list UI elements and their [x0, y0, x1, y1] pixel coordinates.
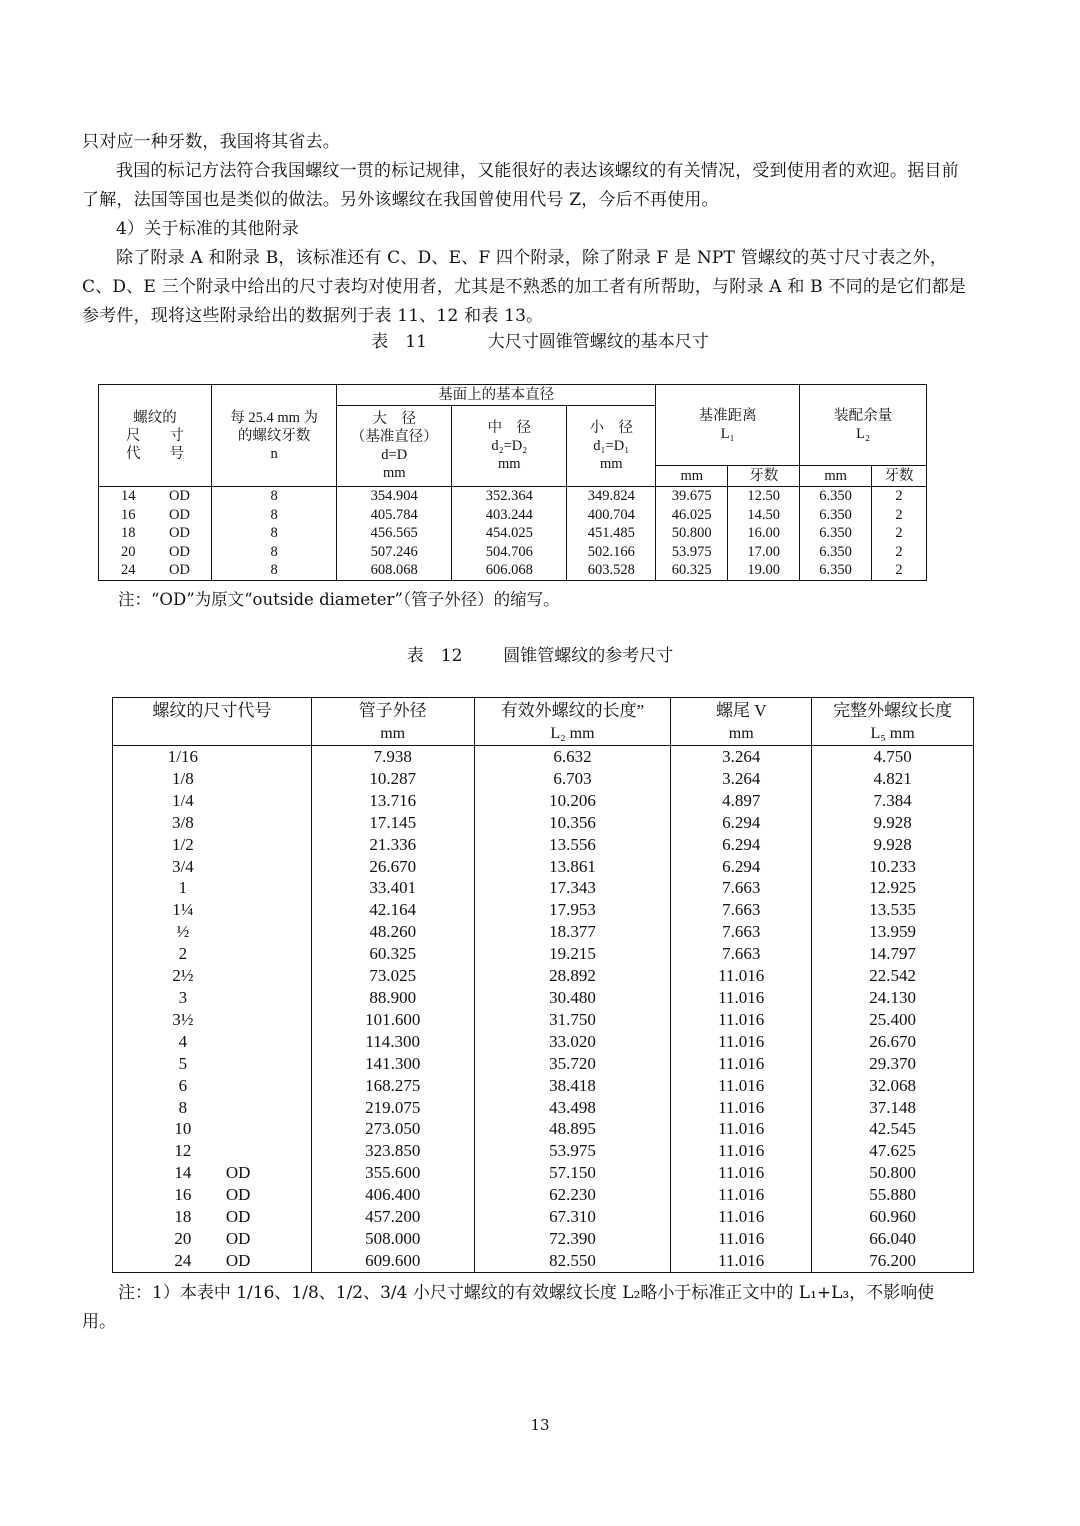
t12-code-number: 1/8 [172, 768, 194, 788]
t12-code-number: 3/4 [172, 856, 194, 876]
t12-code-number: 3½ [172, 1009, 194, 1029]
t11-cell-l2mm: 6.350 [800, 561, 872, 580]
t11-header-code: 螺纹的 尺 寸 代 号 [99, 385, 212, 487]
t12-cell-v: 11.016 [671, 1031, 812, 1053]
t12-row [113, 1228, 974, 1250]
t12-cell-code [113, 1009, 312, 1031]
t11-cell-l2t: 2 [872, 524, 927, 543]
t12-cell-v: 11.016 [671, 987, 812, 1009]
t12-cell-l2: 6.703 [474, 768, 671, 790]
t12-cell-code [113, 987, 312, 1009]
t11-code-number: 14 [121, 488, 136, 504]
t12-cell-d: 406.400 [311, 1184, 474, 1206]
t12-cell-d: 141.300 [311, 1053, 474, 1075]
t12-cell-d: 26.670 [311, 856, 474, 878]
t12-header-tail-unit: mm [671, 723, 812, 746]
t11-row [99, 524, 927, 543]
t12-row [113, 834, 974, 856]
t12-row [113, 1140, 974, 1162]
t12-cell-l5: 22.542 [812, 965, 974, 987]
paragraph-2: 我国的标记方法符合我国螺纹一贯的标记规律，又能很好的表达该螺纹的有关情况，受到使用者的欢迎。据目前了解，法国等国也是类似的做法。另外该螺纹在我国曾使用代号 Z，今后不再使用。 [82, 161, 959, 210]
t12-row [113, 1118, 974, 1140]
t12-row [113, 1206, 974, 1228]
t12-header-code: 螺纹的尺寸代号 [113, 698, 312, 746]
t12-cell-d: 114.300 [311, 1031, 474, 1053]
t12-cell-l5: 42.545 [812, 1118, 974, 1140]
t12-cell-code [113, 1140, 312, 1162]
t12-cell-code [113, 1053, 312, 1075]
t12-cell-l5: 4.750 [812, 746, 974, 768]
t11-row [99, 543, 927, 562]
t12-cell-v: 11.016 [671, 1250, 812, 1272]
t12-cell-l2: 6.632 [474, 746, 671, 768]
t12-cell-l5: 12.925 [812, 877, 974, 899]
t11-cell-d1: 603.528 [567, 561, 656, 580]
t12-cell-code [113, 1031, 312, 1053]
t12-cell-l2: 57.150 [474, 1162, 671, 1184]
t12-code-number: 3/8 [172, 812, 194, 832]
t12-row [113, 1184, 974, 1206]
t12-cell-code [113, 856, 312, 878]
t12-code-number: 1 [178, 878, 188, 898]
t12-cell-l5: 9.928 [812, 812, 974, 834]
t11-row [99, 561, 927, 580]
t12-cell-l2: 28.892 [474, 965, 671, 987]
t11-cell-l2t: 2 [872, 487, 927, 506]
t11-cell-l1t: 19.00 [728, 561, 800, 580]
t12-header-od-unit: mm [311, 723, 474, 746]
t12-cell-l5: 26.670 [812, 1031, 974, 1053]
t12-cell-l5: 60.960 [812, 1206, 974, 1228]
t11-row [99, 487, 927, 506]
t12-cell-l5: 9.928 [812, 834, 974, 856]
t12-cell-v: 11.016 [671, 1075, 812, 1097]
t12-code-number: 3 [178, 987, 188, 1007]
t12-header-eff: 有效外螺纹的长度” [474, 698, 671, 724]
t12-cell-code [113, 1118, 312, 1140]
t12-cell-d: 73.025 [311, 965, 474, 987]
t12-cell-d: 48.260 [311, 921, 474, 943]
t12-code-number: 2 [178, 944, 188, 964]
t12-cell-l5: 37.148 [812, 1097, 974, 1119]
t12-row [113, 1053, 974, 1075]
t12-cell-l2: 82.550 [474, 1250, 671, 1272]
t12-code-number: 18 [174, 1207, 192, 1227]
t11-cell-l2mm: 6.350 [800, 524, 872, 543]
t12-cell-v: 7.663 [671, 921, 812, 943]
t11-cell-d: 456.565 [337, 524, 452, 543]
t12-code-od: OD [225, 1228, 251, 1248]
t11-cell-l2t: 2 [872, 543, 927, 562]
t12-cell-code [113, 1206, 312, 1228]
t12-cell-l2: 17.343 [474, 877, 671, 899]
t12-cell-v: 7.663 [671, 943, 812, 965]
table12-caption [0, 644, 1080, 668]
t11-header-major: 大 径 （基准直径） d=D mm [337, 406, 452, 487]
t12-header-eff-unit: L₂ mm [474, 723, 671, 746]
t12-cell-l5: 47.625 [812, 1140, 974, 1162]
t12-cell-v: 6.294 [671, 856, 812, 878]
t12-cell-d: 17.145 [311, 812, 474, 834]
t12-cell-d: 21.336 [311, 834, 474, 856]
t12-cell-l2: 18.377 [474, 921, 671, 943]
t12-cell-code [113, 943, 312, 965]
t11-cell-code [99, 561, 212, 580]
t12-cell-l2: 53.975 [474, 1140, 671, 1162]
t12-cell-v: 7.663 [671, 877, 812, 899]
t11-header-allow: 装配余量 L₂ [800, 385, 927, 466]
t12-cell-v: 11.016 [671, 1053, 812, 1075]
t12-row [113, 965, 974, 987]
t12-cell-l5: 66.040 [812, 1228, 974, 1250]
t11-cell-d1: 502.166 [567, 543, 656, 562]
t12-cell-l2: 19.215 [474, 943, 671, 965]
t12-cell-d: 88.900 [311, 987, 474, 1009]
t11-cell-l1mm: 53.975 [656, 543, 728, 562]
t12-cell-d: 219.075 [311, 1097, 474, 1119]
t11-header-l2-teeth: 牙数 [872, 466, 927, 487]
t12-cell-code [113, 1250, 312, 1272]
t12-cell-code [113, 1075, 312, 1097]
table11-caption-number: 表 11 [371, 332, 427, 352]
t11-cell-code [99, 506, 212, 525]
t12-row [113, 790, 974, 812]
t12-code-number: 1¼ [172, 900, 194, 920]
t12-cell-l2: 30.480 [474, 987, 671, 1009]
t12-header-od: 管子外径 [311, 698, 474, 724]
t12-code-number: 24 [174, 1250, 192, 1270]
t11-cell-l1mm: 50.800 [656, 524, 728, 543]
t12-cell-code [113, 790, 312, 812]
t12-cell-v: 11.016 [671, 1097, 812, 1119]
t11-code-od: OD [169, 562, 190, 579]
t11-header-l1-mm: mm [656, 466, 728, 487]
t12-cell-code [113, 899, 312, 921]
t12-cell-d: 457.200 [311, 1206, 474, 1228]
t11-cell-d1: 451.485 [567, 524, 656, 543]
table11-caption-title: 大尺寸圆锥管螺纹的基本尺寸 [487, 332, 709, 352]
t12-cell-l2: 43.498 [474, 1097, 671, 1119]
t12-cell-l5: 50.800 [812, 1162, 974, 1184]
t12-code-number: 14 [174, 1163, 192, 1183]
t11-cell-d1: 400.704 [567, 506, 656, 525]
t11-header-l2-mm: mm [800, 466, 872, 487]
t12-cell-code [113, 1097, 312, 1119]
t11-cell-l1mm: 60.325 [656, 561, 728, 580]
t12-code-number: 8 [178, 1097, 188, 1117]
table12-note-text: 注：1）本表中 1/16、1/8、1/2、3/4 小尺寸螺纹的有效螺纹长度 L₂略小于标准正文中的 L₁+L₃，不影响使用。 [82, 1283, 935, 1332]
t11-cell-n: 8 [212, 561, 337, 580]
t12-cell-v: 4.897 [671, 790, 812, 812]
t12-code-od: OD [225, 1207, 251, 1227]
t11-header-dist: 基准距离 L₁ [656, 385, 800, 466]
t12-cell-d: 60.325 [311, 943, 474, 965]
t12-header-tail: 螺尾 V [671, 698, 812, 724]
t12-cell-d: 42.164 [311, 899, 474, 921]
t11-code-number: 20 [121, 543, 136, 560]
paragraph-3: 4）关于标准的其他附录 [116, 219, 300, 239]
t11-cell-d: 608.068 [337, 561, 452, 580]
t12-code-number: 20 [174, 1228, 192, 1248]
t12-row [113, 921, 974, 943]
t12-cell-l5: 14.797 [812, 943, 974, 965]
t11-header-minor: 小 径 d₁=D₁ mm [567, 406, 656, 487]
t12-cell-d: 168.275 [311, 1075, 474, 1097]
t12-cell-l5: 13.959 [812, 921, 974, 943]
t11-code-number: 16 [121, 506, 136, 523]
t12-code-number: 4 [178, 1031, 188, 1051]
t12-cell-l2: 10.356 [474, 812, 671, 834]
t12-row [113, 1250, 974, 1272]
t12-cell-l2: 67.310 [474, 1206, 671, 1228]
t12-header-full-unit: L₅ mm [812, 723, 974, 746]
t12-code-od: OD [225, 1163, 251, 1183]
t12-cell-code [113, 1184, 312, 1206]
t12-row [113, 899, 974, 921]
t11-cell-code [99, 543, 212, 562]
t12-cell-v: 11.016 [671, 1228, 812, 1250]
t12-code-od: OD [225, 1250, 251, 1270]
t12-cell-v: 11.016 [671, 965, 812, 987]
t12-cell-l2: 13.556 [474, 834, 671, 856]
t12-cell-v: 11.016 [671, 1009, 812, 1031]
t11-cell-d2: 403.244 [452, 506, 567, 525]
table12-note [82, 1279, 968, 1337]
t12-cell-d: 13.716 [311, 790, 474, 812]
t12-cell-l2: 31.750 [474, 1009, 671, 1031]
t12-cell-d: 273.050 [311, 1118, 474, 1140]
t12-code-number: 12 [174, 1141, 192, 1161]
t11-cell-d2: 504.706 [452, 543, 567, 562]
t12-cell-d: 10.287 [311, 768, 474, 790]
t12-code-number: ½ [176, 922, 190, 942]
t11-code-od: OD [169, 543, 190, 560]
t11-header-l1-teeth: 牙数 [728, 466, 800, 487]
t12-code-number: 1/2 [172, 834, 194, 854]
t11-cell-d: 354.904 [337, 487, 452, 506]
t11-row [99, 506, 927, 525]
t12-cell-l5: 13.535 [812, 899, 974, 921]
t11-header-tpi: 每 25.4 mm 为 的螺纹牙数 n [212, 385, 337, 487]
t12-cell-v: 3.264 [671, 768, 812, 790]
t12-row [113, 768, 974, 790]
t12-row [113, 877, 974, 899]
t11-cell-l2t: 2 [872, 506, 927, 525]
t12-row [113, 856, 974, 878]
t12-cell-l2: 13.861 [474, 856, 671, 878]
t12-cell-l5: 76.200 [812, 1250, 974, 1272]
t12-row [113, 1097, 974, 1119]
t12-cell-code [113, 812, 312, 834]
t11-cell-d2: 352.364 [452, 487, 567, 506]
paragraph-4: 除了附录 A 和附录 B，该标准还有 C、D、E、F 四个附录，除了附录 F 是 NPT 管螺纹的英寸尺寸表之外，C、D、E 三个附录中给出的尺寸表均对使用者，尤其是不熟悉的加工者有所帮助，与附录 A 和 B 不同的是它们都是参考件，现将这些附录给出的数据列于表 11、12 和表 13。 [82, 248, 967, 326]
t12-row [113, 812, 974, 834]
t12-cell-v: 6.294 [671, 812, 812, 834]
t11-cell-d: 405.784 [337, 506, 452, 525]
t11-code-number: 18 [121, 525, 136, 542]
t12-row [113, 1075, 974, 1097]
t11-cell-l1t: 17.00 [728, 543, 800, 562]
t11-cell-d1: 349.824 [567, 487, 656, 506]
t11-cell-l2mm: 6.350 [800, 543, 872, 562]
t12-cell-l2: 38.418 [474, 1075, 671, 1097]
t11-header-group: 基面上的基本直径 [337, 385, 656, 406]
t12-cell-code [113, 768, 312, 790]
t11-cell-l2mm: 6.350 [800, 487, 872, 506]
t12-header-full: 完整外螺纹长度 [812, 698, 974, 724]
t11-cell-l1mm: 46.025 [656, 506, 728, 525]
t12-code-number: 10 [174, 1119, 192, 1139]
t11-cell-l1mm: 39.675 [656, 487, 728, 506]
t11-cell-n: 8 [212, 487, 337, 506]
t12-row [113, 1162, 974, 1184]
t11-code-od: OD [169, 525, 190, 542]
t12-row [113, 1009, 974, 1031]
table11-note: 注：“OD”为原文“outside diameter”（管子外径）的缩写。 [118, 590, 560, 609]
t12-cell-l2: 17.953 [474, 899, 671, 921]
t12-cell-code [113, 877, 312, 899]
t12-row [113, 746, 974, 768]
t12-cell-v: 7.663 [671, 899, 812, 921]
t11-cell-n: 8 [212, 543, 337, 562]
t12-cell-code [113, 965, 312, 987]
t12-code-number: 16 [174, 1185, 192, 1205]
t12-cell-code [113, 746, 312, 768]
t12-cell-code [113, 1228, 312, 1250]
table11-caption [0, 330, 1080, 354]
t12-cell-l2: 62.230 [474, 1184, 671, 1206]
t12-cell-d: 508.000 [311, 1228, 474, 1250]
t12-cell-v: 11.016 [671, 1184, 812, 1206]
t12-cell-l5: 4.821 [812, 768, 974, 790]
t12-cell-d: 355.600 [311, 1162, 474, 1184]
t11-cell-code [99, 524, 212, 543]
t12-code-number: 6 [178, 1075, 188, 1095]
table-12 [112, 697, 974, 1273]
t12-cell-v: 11.016 [671, 1118, 812, 1140]
t12-row [113, 987, 974, 1009]
t12-cell-l5: 55.880 [812, 1184, 974, 1206]
t12-cell-l5: 24.130 [812, 987, 974, 1009]
t12-cell-l5: 7.384 [812, 790, 974, 812]
t11-header-pitch: 中 径 d₂=D₂ mm [452, 406, 567, 487]
page-number: 13 [530, 1416, 550, 1434]
t11-cell-l1t: 12.50 [728, 487, 800, 506]
t12-cell-l2: 10.206 [474, 790, 671, 812]
t11-cell-l2mm: 6.350 [800, 506, 872, 525]
t12-code-number: 1/4 [172, 790, 194, 810]
t11-cell-code [99, 487, 212, 506]
table12-caption-number: 表 12 [406, 646, 463, 666]
t12-row [113, 1031, 974, 1053]
t12-cell-d: 323.850 [311, 1140, 474, 1162]
t12-cell-d: 609.600 [311, 1250, 474, 1272]
paragraph-1: 只对应一种牙数，我国将其省去。 [82, 132, 340, 152]
t12-code-number: 1/16 [167, 747, 198, 766]
t12-cell-l2: 48.895 [474, 1118, 671, 1140]
t11-cell-l1t: 16.00 [728, 524, 800, 543]
t12-cell-v: 11.016 [671, 1140, 812, 1162]
t11-cell-l1t: 14.50 [728, 506, 800, 525]
t12-cell-l5: 10.233 [812, 856, 974, 878]
t12-cell-l2: 33.020 [474, 1031, 671, 1053]
t12-cell-d: 33.401 [311, 877, 474, 899]
t11-code-od: OD [169, 488, 190, 504]
t11-cell-n: 8 [212, 524, 337, 543]
t11-cell-d: 507.246 [337, 543, 452, 562]
t12-cell-v: 11.016 [671, 1206, 812, 1228]
t12-cell-l5: 25.400 [812, 1009, 974, 1031]
body-text [82, 128, 968, 331]
t12-cell-l2: 35.720 [474, 1053, 671, 1075]
t12-cell-v: 6.294 [671, 834, 812, 856]
table12-caption-title: 圆锥管螺纹的参考尺寸 [503, 646, 674, 666]
t12-code-number: 2½ [172, 966, 194, 986]
t12-cell-d: 101.600 [311, 1009, 474, 1031]
t11-cell-n: 8 [212, 506, 337, 525]
t12-code-number: 5 [178, 1053, 188, 1073]
t11-code-od: OD [169, 506, 190, 523]
t11-code-number: 24 [121, 562, 136, 579]
t12-cell-l5: 32.068 [812, 1075, 974, 1097]
t12-cell-d: 7.938 [311, 746, 474, 768]
t12-code-od: OD [225, 1185, 251, 1205]
t12-cell-code [113, 1162, 312, 1184]
t12-cell-l5: 29.370 [812, 1053, 974, 1075]
t11-cell-l2t: 2 [872, 561, 927, 580]
t12-cell-l2: 72.390 [474, 1228, 671, 1250]
t12-row [113, 943, 974, 965]
t12-cell-code [113, 921, 312, 943]
table-11 [98, 384, 927, 581]
t11-cell-d2: 606.068 [452, 561, 567, 580]
t11-cell-d2: 454.025 [452, 524, 567, 543]
t12-cell-v: 3.264 [671, 746, 812, 768]
t12-cell-code [113, 834, 312, 856]
t12-cell-v: 11.016 [671, 1162, 812, 1184]
